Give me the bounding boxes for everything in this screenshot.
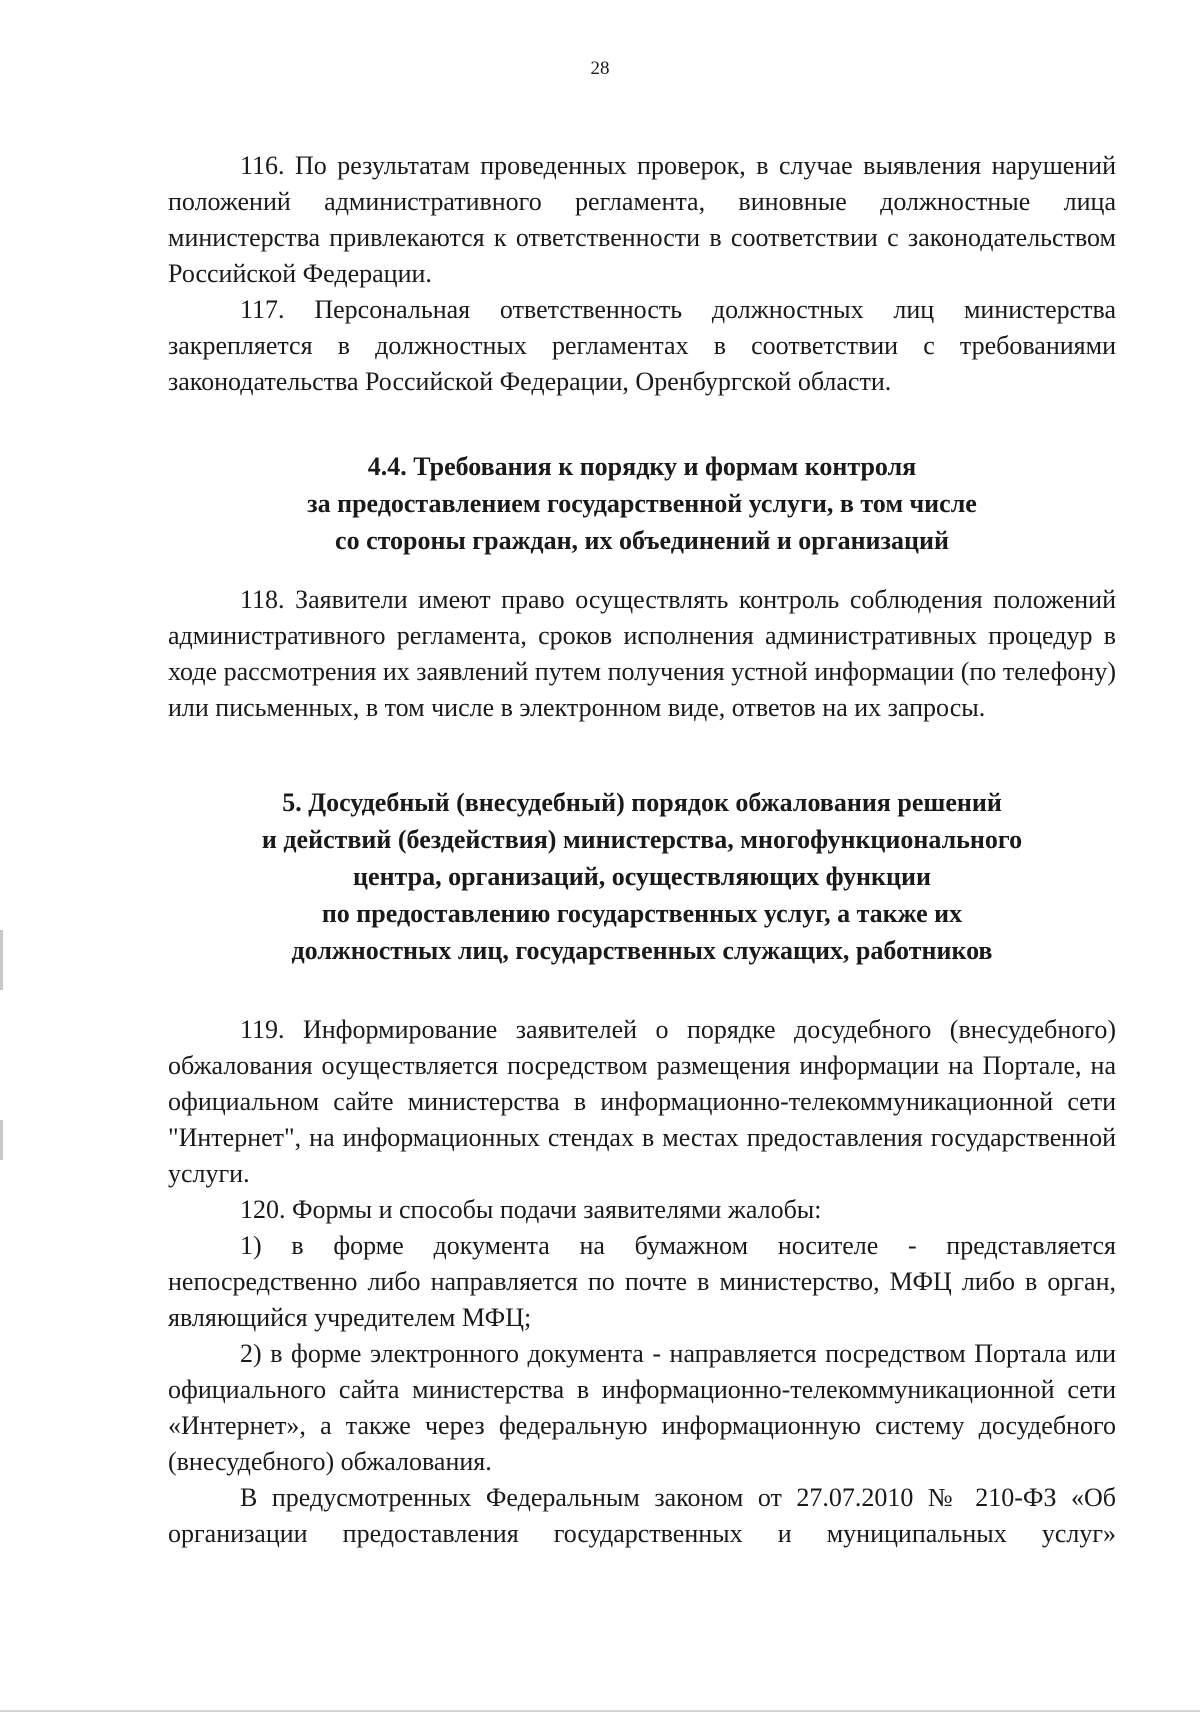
list-item-2: 2) в форме электронного документа - направляется посредством Портала или официального сайта министерства в информационно-телекоммуникационной сети «Интернет», а также через федеральную информационную систему досудебного (внесудебного) обжалования. <box>168 1339 1116 1476</box>
paragraph-116: 116. По результатам проведенных проверок, в случае выявления нарушений положений административного регламента, виновные должностные лица министерства привлекаются к ответственности в соответствии с законодательством Российской Федерации. <box>168 151 1116 288</box>
paragraph-119: 119. Информирование заявителей о порядке досудебного (внесудебного) обжалования осуществляется посредством размещения информации на Портале, на официальном сайте министерства в информационно-телекоммуникационной сети "Интернет", на информационных стендах в местах предоставления государственной услуги. <box>168 1015 1116 1188</box>
heading-line: центра, организаций, осуществляющих функции <box>353 862 931 891</box>
scan-edge-mark <box>0 930 3 990</box>
section-heading-4-4 <box>168 448 1116 559</box>
paragraph-117: 117. Персональная ответственность должностных лиц министерства закрепляется в должностных регламентах в соответствии с требованиями законодательства Российской Федерации, Оренбургской области. <box>168 295 1116 396</box>
heading-line: со стороны граждан, их объединений и организаций <box>335 526 949 555</box>
list-item-1: 1) в форме документа на бумажном носителе - представляется непосредственно либо направляется по почте в министерство, МФЦ либо в орган, являющийся учредителем МФЦ; <box>168 1231 1116 1332</box>
paragraph-118-block <box>168 582 1116 726</box>
page-bottom-edge <box>0 1710 1200 1712</box>
heading-line: должностных лиц, государственных служащих, работников <box>291 936 993 965</box>
paragraphs-116-117 <box>168 148 1116 400</box>
scan-edge-mark <box>0 1120 3 1160</box>
heading-line: 4.4. Требования к порядку и формам контроля <box>367 452 917 481</box>
heading-line: 5. Досудебный (внесудебный) порядок обжалования решений <box>282 788 1002 817</box>
heading-line: по предоставлению государственных услуг, а также их <box>321 899 963 928</box>
paragraph-continued: В предусмотренных Федеральным законом от 27.07.2010 № 210-ФЗ «Об организации предоставления государственных и муниципальных услуг» <box>168 1483 1116 1548</box>
paragraphs-119-120 <box>168 1012 1116 1552</box>
heading-line: и действий (бездействия) министерства, многофункционального <box>261 825 1023 854</box>
paragraph-120: 120. Формы и способы подачи заявителями жалобы: <box>240 1195 822 1224</box>
heading-line: за предоставлением государственной услуги, в том числе <box>307 489 977 518</box>
paragraph-118: 118. Заявители имеют право осуществлять контроль соблюдения положений административного регламента, сроков исполнения административных процедур в ходе рассмотрения их заявлений путем получения устной информации (по телефону) или письменных, в том числе в электронном виде, ответов на их запросы. <box>168 585 1116 722</box>
page-number: 28 <box>590 58 610 79</box>
section-heading-5 <box>168 784 1116 969</box>
